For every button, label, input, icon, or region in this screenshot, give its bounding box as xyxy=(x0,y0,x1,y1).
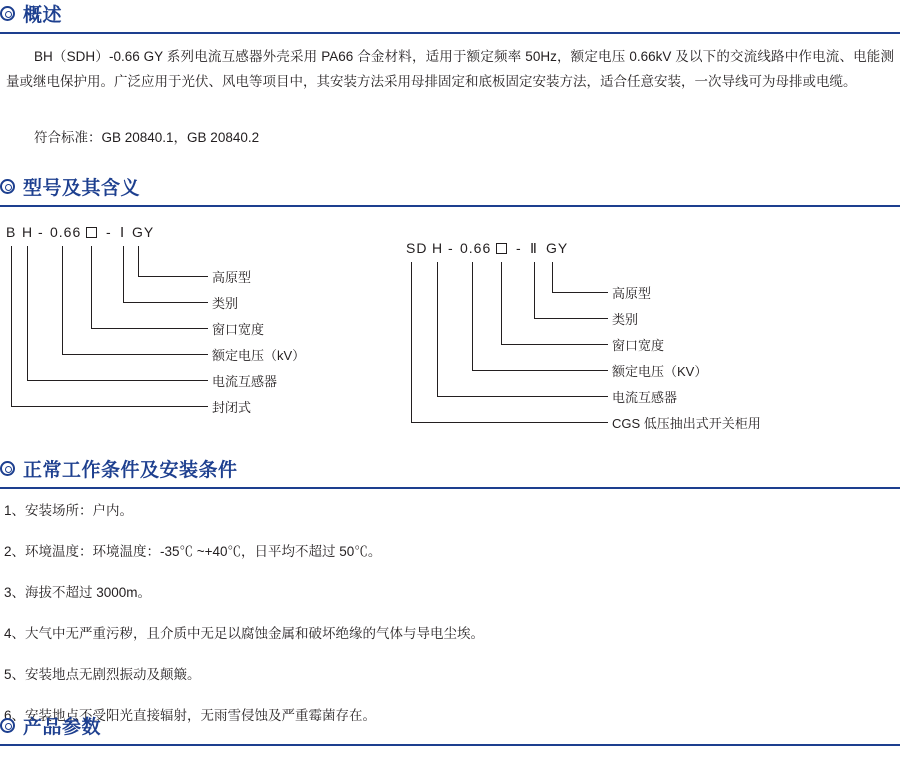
model-code-left-b: B xyxy=(6,224,17,240)
model-code-right-dash1: - xyxy=(448,240,454,256)
model-code-right-voltage: 0.66 xyxy=(460,240,492,256)
leader-line xyxy=(501,344,608,345)
leader-line xyxy=(437,396,608,397)
leader-line xyxy=(534,318,608,319)
leader-line xyxy=(62,246,63,354)
leader-line xyxy=(138,276,208,277)
model-left-label-2: 窗口宽度 xyxy=(212,322,265,337)
leader-line xyxy=(62,354,208,355)
model-code-left-h: H xyxy=(22,224,34,240)
section-heading-model xyxy=(0,173,900,200)
leader-line xyxy=(27,380,208,381)
list-item: 4、大气中无严重污秽，且介质中无足以腐蚀金属和破坏绝缘的气体与导电尘埃。 xyxy=(4,626,485,641)
model-right-label-3: 额定电压（KV） xyxy=(612,364,708,379)
leader-line xyxy=(437,262,438,396)
leader-line xyxy=(123,246,124,302)
overview-paragraph: BH（SDH）-0.66 GY 系列电流互感器外壳采用 PA66 合金材料，适用于额定频率 50Hz，额定电压 0.66kV 及以下的交流线路中作电流、电能测量或继电保护用。广泛应用于光伏、风电等项目中，其安装方法采用母排固定和底板固定安装方法，适合任意安装，一次导线可为母排或电缆。 xyxy=(6,49,894,89)
leader-line xyxy=(138,246,139,276)
section-divider xyxy=(0,205,900,207)
section-title-params: 产品参数 xyxy=(23,717,102,738)
list-item: 5、安装地点无剧烈振动及颠簸。 xyxy=(4,667,201,682)
model-code-left-dash2: - xyxy=(106,224,112,240)
list-item: 3、海拔不超过 3000m。 xyxy=(4,585,152,600)
bullet-ring-icon xyxy=(0,718,15,733)
model-left-label-4: 电流互感器 xyxy=(212,374,278,389)
leader-line xyxy=(472,370,608,371)
model-code-right-h: H xyxy=(432,240,444,256)
leader-line xyxy=(552,262,553,292)
section-conditions xyxy=(0,455,900,489)
model-code-right-window-box xyxy=(496,243,507,254)
leader-line xyxy=(11,246,12,406)
leader-line xyxy=(123,302,208,303)
leader-line xyxy=(91,328,208,329)
conditions-list xyxy=(4,500,894,746)
model-diagram-left xyxy=(0,218,430,448)
model-code-left-voltage: 0.66 xyxy=(50,224,82,240)
section-model xyxy=(0,173,900,207)
leader-line xyxy=(411,422,608,423)
list-item: 6、安装地点不受阳光直接辐射，无雨雪侵蚀及严重霉菌存在。 xyxy=(4,708,377,723)
overview-standard-text: 符合标准：GB 20840.1，GB 20840.2 xyxy=(34,130,260,145)
section-heading-overview xyxy=(0,0,900,27)
model-right-label-5: CGS 低压抽出式开关柜用 xyxy=(612,416,761,431)
bullet-ring-icon xyxy=(0,179,15,194)
model-code-left-dash1: - xyxy=(38,224,44,240)
leader-line xyxy=(534,262,535,318)
leader-line xyxy=(27,246,28,380)
model-right-label-0: 高原型 xyxy=(612,286,652,301)
model-code-right-class: Ⅱ xyxy=(530,240,538,256)
model-code-left-class: Ⅰ xyxy=(120,224,126,240)
leader-line xyxy=(11,406,208,407)
section-title-model: 型号及其含义 xyxy=(23,178,141,199)
model-left-label-1: 类别 xyxy=(212,296,239,311)
section-heading-conditions xyxy=(0,455,900,482)
leader-line xyxy=(552,292,608,293)
model-code-left-window-box xyxy=(86,227,97,238)
leader-line xyxy=(411,262,412,422)
model-right-label-1: 类别 xyxy=(612,312,639,327)
bullet-ring-icon xyxy=(0,461,15,476)
model-code-right-dash2: - xyxy=(516,240,522,256)
section-params xyxy=(0,712,900,746)
section-divider xyxy=(0,744,900,746)
model-right-label-2: 窗口宽度 xyxy=(612,338,665,353)
list-item: 2、环境温度：环境温度：-35℃ ~+40℃，日平均不超过 50℃。 xyxy=(4,544,382,559)
bullet-ring-icon xyxy=(0,6,15,21)
section-overview xyxy=(0,0,900,34)
section-divider xyxy=(0,487,900,489)
section-divider xyxy=(0,32,900,34)
model-code-right-sd: SD xyxy=(406,240,428,256)
model-diagram-right xyxy=(400,234,900,454)
list-item: 1、安装场所：户内。 xyxy=(4,503,134,518)
section-title-conditions: 正常工作条件及安装条件 xyxy=(23,460,238,481)
leader-line xyxy=(91,246,92,328)
leader-line xyxy=(501,262,502,344)
model-left-label-0: 高原型 xyxy=(212,270,252,285)
model-code-left-gy: GY xyxy=(132,224,155,240)
section-heading-params xyxy=(0,712,900,739)
section-title-overview: 概述 xyxy=(23,5,63,26)
model-code-right-gy: GY xyxy=(546,240,569,256)
model-right-label-4: 电流互感器 xyxy=(612,390,678,405)
leader-line xyxy=(472,262,473,370)
model-left-label-3: 额定电压（kV） xyxy=(212,348,306,363)
model-left-label-5: 封闭式 xyxy=(212,400,252,415)
